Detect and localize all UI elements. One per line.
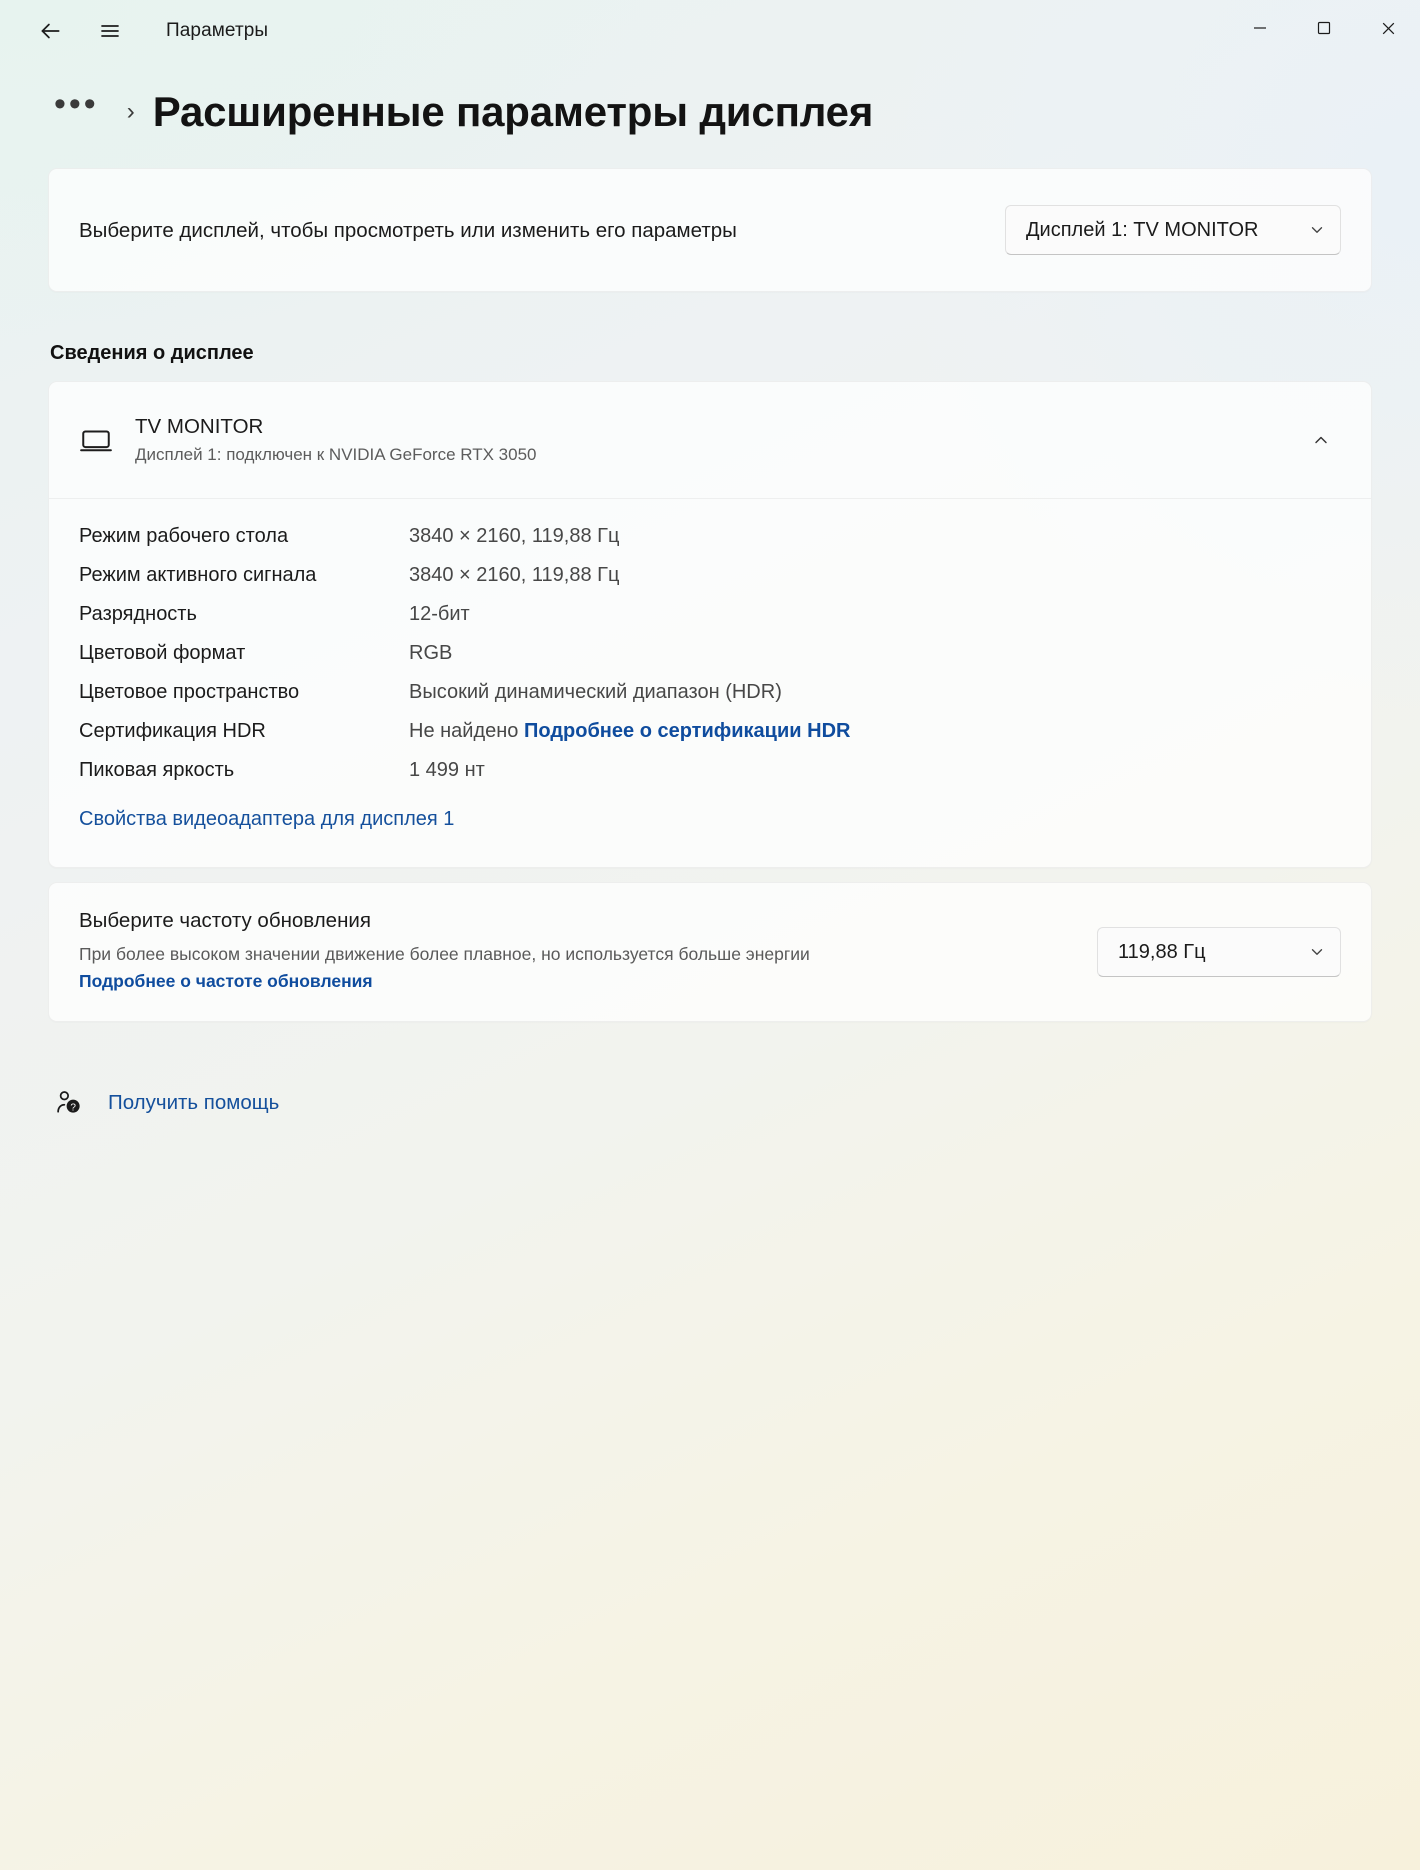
navigation-menu-button[interactable] [86, 9, 134, 53]
refresh-rate-description [79, 941, 909, 995]
refresh-rate-dropdown[interactable] [1097, 927, 1341, 977]
spec-key: Сертификация HDR [79, 720, 266, 742]
monitor-name: TV MONITOR [135, 415, 264, 438]
maximize-icon [1316, 20, 1332, 36]
spec-row [79, 525, 1341, 548]
spec-row-hdr-certification [79, 720, 1341, 743]
display-info-header[interactable] [49, 382, 1371, 499]
collapse-toggle-button[interactable] [1299, 418, 1343, 462]
spec-key: Цветовое пространство [79, 681, 300, 703]
spec-row [79, 603, 1341, 626]
arrow-left-icon [37, 18, 63, 44]
minimize-button[interactable] [1228, 0, 1292, 56]
spec-row [79, 681, 1341, 704]
display-spec-list [49, 499, 1371, 867]
spec-row [79, 759, 1341, 782]
spec-value: 12-бит [409, 603, 470, 625]
refresh-rate-value: 119,88 Гц [1118, 940, 1206, 963]
get-help-link[interactable]: Получить помощь [108, 1091, 280, 1114]
chevron-down-icon [1308, 943, 1326, 961]
window-title: Параметры [166, 20, 269, 41]
display-selector-dropdown[interactable] [1005, 205, 1341, 255]
title-bar [0, 0, 1420, 62]
page-title: Расширенные параметры дисплея [152, 88, 874, 135]
help-person-icon [48, 1088, 92, 1118]
spec-value: RGB [409, 642, 453, 664]
spec-key: Цветовой формат [79, 642, 246, 664]
spec-value: 1 499 нт [409, 759, 485, 781]
display-info-card [48, 381, 1372, 868]
spec-value: Высокий динамический диапазон (HDR) [409, 681, 782, 703]
svg-text:?: ? [70, 1102, 76, 1114]
breadcrumb-overflow-button[interactable]: ••• [54, 85, 99, 123]
close-icon [1380, 20, 1397, 37]
chevron-up-icon [1311, 430, 1331, 450]
adapter-properties-row [79, 798, 1341, 857]
breadcrumb-separator-icon: › [126, 98, 135, 125]
refresh-rate-learn-more-link[interactable]: Подробнее о частоте обновления [79, 971, 373, 991]
spec-key: Режим рабочего стола [79, 525, 289, 547]
display-selector-label: Выберите дисплей, чтобы просмотреть или изменить его параметры [79, 218, 737, 242]
monitor-icon [79, 423, 135, 457]
get-help-row[interactable] [48, 1088, 1420, 1118]
chevron-down-icon [1308, 221, 1326, 239]
spec-key: Разрядность [79, 603, 197, 625]
spec-key: Пиковая яркость [79, 759, 235, 781]
refresh-rate-texts [79, 909, 909, 995]
spec-value [409, 720, 850, 743]
spec-row [79, 642, 1341, 665]
adapter-properties-link[interactable]: Свойства видеоадаптера для дисплея 1 [79, 808, 455, 830]
section-title-display-info: Сведения о дисплее [50, 342, 254, 364]
monitor-subtitle: Дисплей 1: подключен к NVIDIA GeForce RTX 3050 [135, 445, 537, 464]
spec-row [79, 564, 1341, 587]
window-caption-buttons [1228, 0, 1420, 56]
hamburger-icon [98, 19, 122, 43]
display-selector-card [48, 168, 1372, 292]
display-selector-value: Дисплей 1: TV MONITOR [1026, 218, 1259, 241]
hdr-certification-link[interactable]: Подробнее о сертификации HDR [524, 720, 851, 742]
maximize-button[interactable] [1292, 0, 1356, 56]
back-button[interactable] [26, 9, 74, 53]
refresh-rate-description-text: При более высоком значении движение более плавное, но используется больше энергии [79, 944, 810, 964]
hdr-certification-value: Не найдено [409, 720, 519, 742]
minimize-icon [1252, 20, 1268, 36]
refresh-rate-card [48, 882, 1372, 1022]
content-area [0, 168, 1420, 1022]
spec-key: Режим активного сигнала [79, 564, 317, 586]
close-button[interactable] [1356, 0, 1420, 56]
spec-value: 3840 × 2160, 119,88 Гц [409, 525, 620, 547]
spec-value: 3840 × 2160, 119,88 Гц [409, 564, 620, 586]
page-header [0, 62, 1420, 136]
refresh-rate-title: Выберите частоту обновления [79, 909, 371, 932]
